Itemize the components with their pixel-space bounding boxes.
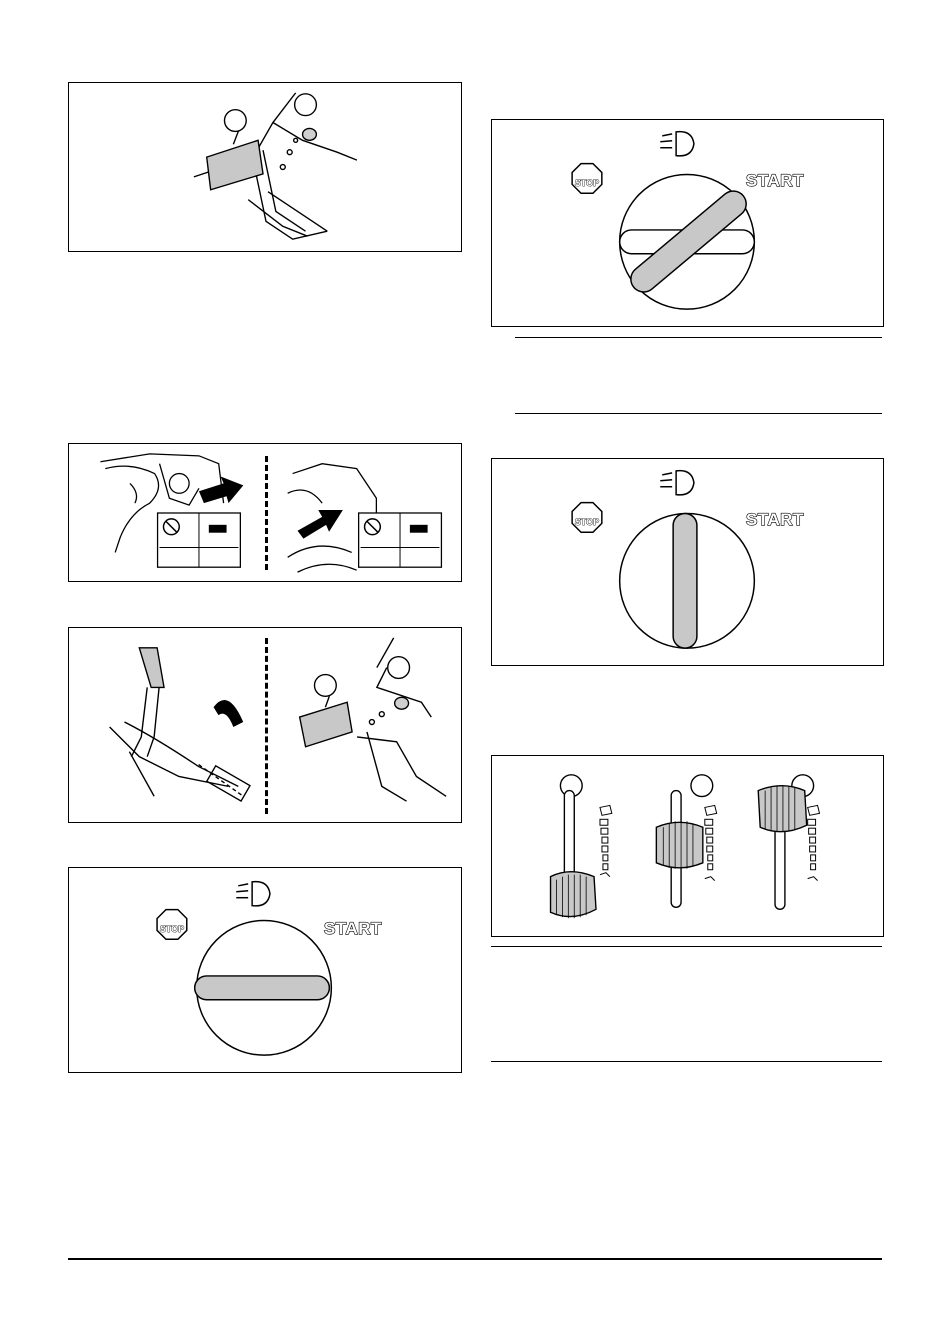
- fig-ignition-start-position: [491, 119, 884, 327]
- start-label: START: [746, 510, 804, 529]
- stop-sign-icon: STOP: [574, 178, 600, 188]
- stop-sign-icon: STOP: [159, 924, 185, 934]
- ignition-switch-illustration: [492, 459, 883, 665]
- figure-divider: [265, 456, 268, 570]
- fig-blade-release-hand-lever: [68, 443, 462, 582]
- ignition-switch-illustration: [69, 868, 461, 1072]
- note-rule-top: [491, 946, 882, 947]
- stop-sign-icon: STOP: [574, 517, 600, 527]
- fig-throttle-positions: [491, 755, 884, 937]
- note-rule-bottom: [491, 1061, 882, 1062]
- note-rule-bottom: [515, 413, 882, 414]
- start-label: START: [746, 171, 804, 190]
- throttle-lever-illustration: [492, 756, 883, 936]
- ignition-switch-illustration: [492, 120, 883, 326]
- footer-rule: [68, 1258, 882, 1260]
- fig-ignition-stop-position: [68, 867, 462, 1073]
- pedal-illustration: [69, 83, 461, 251]
- start-label: START: [324, 919, 382, 938]
- note-rule-top: [515, 337, 882, 338]
- fig-lever-raise-and-pedal: [68, 627, 462, 823]
- fig-ignition-lights-position: [491, 458, 884, 666]
- figure-divider: [265, 638, 268, 814]
- fig-parking-brake-pedal: [68, 82, 462, 252]
